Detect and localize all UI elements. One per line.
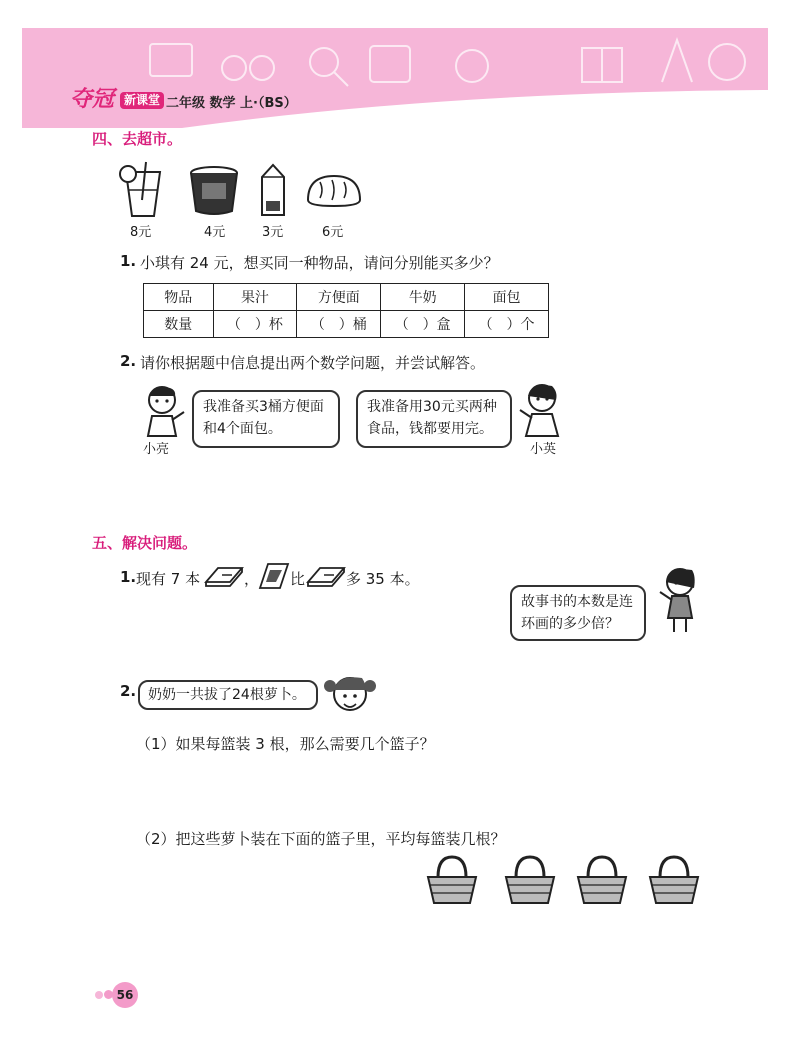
milk-carton-icon (258, 163, 288, 217)
brand-badge: 新课堂 (120, 92, 164, 109)
header-banner (22, 28, 768, 128)
bread-icon (304, 170, 364, 210)
answer-blank-piece[interactable]: （ ）个 (465, 311, 549, 338)
girl-xiaoying-icon (518, 382, 564, 438)
table-cell: 牛奶 (381, 284, 465, 311)
page-number: 56 (112, 982, 138, 1008)
table-cell: 数量 (144, 311, 214, 338)
boy-xiaoliang-icon (140, 384, 186, 438)
footer-dot (95, 991, 103, 999)
grade-subject: 二年级 数学 上·（BS） (166, 96, 297, 111)
story-book-icon (204, 566, 244, 588)
s5-q1-number: 1. (120, 568, 137, 586)
basket-icon (648, 855, 700, 905)
table-header-row (144, 284, 549, 311)
s5-q2-sub1: （1）如果每篮装 3 根，那么需要几个篮子？ (136, 735, 435, 753)
name-xiaoying: 小英 (530, 442, 557, 457)
name-xiaoliang: 小亮 (143, 442, 170, 457)
price-bread: 6元 (322, 225, 344, 240)
answer-blank-bucket[interactable]: （ ）桶 (297, 311, 381, 338)
girl-pigtails-icon (322, 668, 378, 726)
s4-q2-number: 2. (120, 352, 137, 370)
table-row (144, 311, 549, 338)
juice-cup-icon (118, 160, 168, 218)
quantity-table (143, 283, 549, 338)
price-milk: 3元 (262, 225, 284, 240)
answer-blank-cup[interactable]: （ ）杯 (213, 311, 297, 338)
basket-icon (576, 855, 628, 905)
s5-q2-number: 2. (120, 682, 137, 700)
s5-q1-text-a: 现有 7 本 (136, 570, 201, 588)
s4-q1-number: 1. (120, 252, 137, 270)
instant-noodles-icon (188, 165, 240, 217)
story-book-icon-2 (306, 566, 346, 588)
price-noodles: 4元 (204, 225, 226, 240)
speech-bubble-xiaoying: 我准备用30元买两种食品，钱都要用完。 (356, 390, 512, 448)
s5-q1-bi: 比 (290, 570, 306, 588)
s5-q2-sub2: （2）把这些萝卜装在下面的篮子里，平均每篮装几根？ (136, 830, 506, 848)
section-4-title: 四、去超市。 (92, 130, 183, 148)
table-cell: 果汁 (213, 284, 297, 311)
section-5-title: 五、解决问题。 (92, 534, 198, 552)
s5-q1-text-b: 多 35 本。 (346, 570, 420, 588)
speech-bubble-grandma: 奶奶一共拔了24根萝卜。 (138, 680, 318, 710)
price-juice: 8元 (130, 225, 152, 240)
comic-book-icon (256, 562, 290, 590)
s4-q2-text: 请你根据题中信息提出两个数学问题，并尝试解答。 (140, 354, 486, 372)
s5-q1-comma: ， (244, 570, 260, 588)
speech-bubble-question: 故事书的本数是连环画的多少倍？ (510, 585, 646, 641)
answer-blank-box[interactable]: （ ）盒 (381, 311, 465, 338)
s4-q1-text: 小琪有 24 元，想买同一种物品，请问分别能买多少？ (140, 254, 499, 272)
speech-bubble-xiaoliang: 我准备买3桶方便面和4个面包。 (192, 390, 340, 448)
basket-icon (426, 855, 478, 905)
brand-logo: 夺冠 (70, 87, 115, 112)
table-cell: 物品 (144, 284, 214, 311)
table-cell: 方便面 (297, 284, 381, 311)
basket-icon (504, 855, 556, 905)
table-cell: 面包 (465, 284, 549, 311)
girl-student-icon (656, 566, 702, 634)
